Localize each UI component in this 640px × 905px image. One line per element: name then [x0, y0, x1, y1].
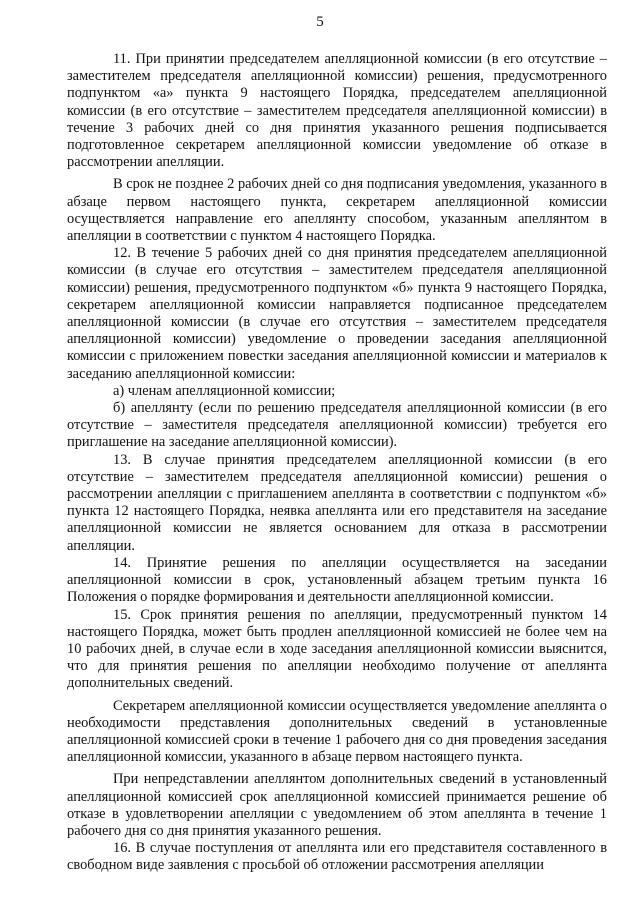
document-body — [67, 51, 607, 875]
paragraph-16: 16. В случае поступления от апеллянта или его представителя составленного в свободном виде заявления с просьбой об отложении рассмотрения апелляции — [67, 840, 607, 874]
paragraph-12-item-b: б) апеллянту (если по решению председателя апелляционной комиссии (в его отсутствие – заместителя председателя апелляционной комиссии) требуется его приглашение на заседание апелляционной комиссии). — [67, 400, 607, 451]
paragraph-14: 14. Принятие решения по апелляции осуществляется на заседании апелляционной комиссии в срок, установленный абзацем третьим пункта 16 Положения о порядке формирования и деятельности апелляционной комиссии. — [67, 554, 607, 606]
paragraph-15-second: Секретарем апелляционной комиссии осуществляется уведомление апеллянта о необходимости представления дополнительных сведений в установленные апелляционной комиссией сроки в течение 1 рабочего дня со дня проведения заседания апелляционной комиссии, указанного в абзаце первом настоящего пункта. — [67, 697, 607, 766]
paragraph-15: 15. Срок принятия решения по апелляции, предусмотренный пунктом 14 настоящего Порядка, может быть продлен апелляционной комиссией не более чем на 10 рабочих дней, в случае если в ходе заседания апелляционной комиссии выяснится, что для принятия решения по апелляции необходимо получение от апеллянта дополнительных сведений. — [67, 606, 607, 692]
paragraph-12-item-a: а) членам апелляционной комиссии; — [113, 382, 336, 399]
paragraph-11-second: В срок не позднее 2 рабочих дней со дня подписания уведомления, указанного в абзаце первом настоящего пункта, секретарем апелляционной комиссии осуществляется направление его апеллянту способом, указанным апеллянтом в апелляции в соответствии с пунктом 4 настоящего Порядка. — [67, 176, 607, 245]
paragraph-11: 11. При принятии председателем апелляционной комиссии (в его отсутствие – заместителем председателя апелляционной комиссии) решения, предусмотренного подпунктом «а» пункта 9 настоящего Порядка, председателем апелляционной комиссии (в его отсутствие – заместителем председателя апелляционной комиссии) в течение 3 рабочих дней со дня принятия указанного решения подписывается подготовленное секретарем апелляционной комиссии уведомление об отказе в рассмотрении апелляции. — [67, 51, 607, 171]
page-number: 5 — [316, 14, 324, 30]
paragraph-15-third: При непредставлении апеллянтом дополнительных сведений в установленный апелляционной комиссией срок апелляционной комиссией принимается решение об отказе в удовлетворении апелляции с уведомлением об этом апеллянта в течение 1 рабочего дня со дня принятия указанного решения. — [67, 771, 607, 839]
paragraph-13: 13. В случае принятия председателем апелляционной комиссии (в его отсутствие – заместителем председателя апелляционной комиссии) решения о рассмотрении апелляции с приглашением апеллянта в соответствии с подпунктом «б» пункта 12 настоящего Порядка, неявка апеллянта или его представителя на заседание апелляционной комиссии не является основанием для отказа в рассмотрении апелляции. — [67, 451, 607, 554]
paragraph-12: 12. В течение 5 рабочих дней со дня принятия председателем апелляционной комиссии (в случае его отсутствия – заместителем председателя апелляционной комиссии) решения, предусмотренного подпунктом «б» пункта 9 настоящего Порядка, секретарем апелляционной комиссии направляется подписанное председателем апелляционной комиссии (в случае его отсутствия – заместителем председателя апелляционной комиссии) уведомление о проведении заседания апелляционной комиссии с приложением повестки заседания апелляционной комиссии и материалов к заседанию апелляционной комиссии: — [67, 245, 607, 382]
